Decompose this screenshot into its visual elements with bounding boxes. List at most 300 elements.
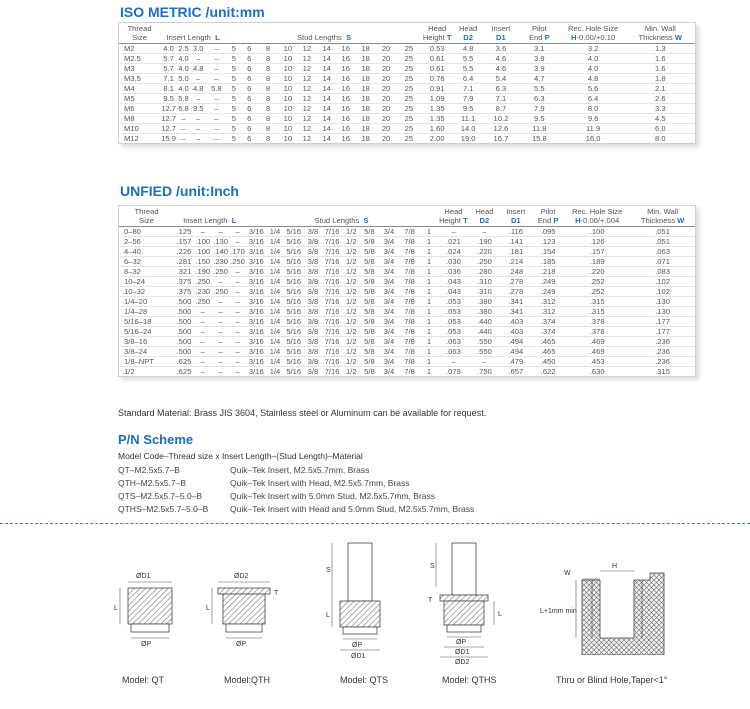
- table-cell: 8: [257, 104, 279, 114]
- table-cell: .378: [564, 317, 630, 327]
- table-cell: 20: [381, 134, 391, 143]
- table-cell: 18: [355, 114, 376, 124]
- table-cell: 3/8: [305, 327, 322, 337]
- pn-desc: Quik–Tek Insert with Head and 5.0mm Stud, M2.5x5.7mm, Brass: [230, 504, 475, 514]
- table-cell: 16: [337, 94, 356, 104]
- table-cell: 3.1: [518, 44, 561, 54]
- table-cell: 5/8: [360, 287, 380, 297]
- table-cell: .380: [469, 297, 499, 307]
- table-cell: 6.4: [452, 74, 483, 84]
- table-cell: 1/4: [267, 247, 283, 257]
- table-cell: 12: [297, 114, 317, 124]
- table-cell: 6: [247, 134, 252, 143]
- table-cell: .140: [213, 247, 228, 256]
- table-cell: 5: [231, 134, 236, 143]
- table-cell: 7/16: [321, 247, 343, 257]
- table-cell: .341: [500, 297, 532, 307]
- table-cell: 25: [396, 104, 422, 114]
- d2-label: ØD2: [234, 573, 249, 580]
- p-label: ØP: [456, 639, 467, 646]
- table-cell: .030: [438, 257, 470, 267]
- table-cell: –: [196, 134, 201, 143]
- table-cell: .250: [213, 287, 228, 296]
- table-cell: .170: [230, 247, 245, 256]
- table-cell: 14: [317, 74, 336, 84]
- pn-row: [118, 465, 369, 475]
- table-cell: 1: [420, 297, 437, 307]
- table-cell: –: [469, 227, 499, 237]
- table-cell: 4.0: [178, 64, 189, 73]
- thread-size-cell: 5/16–24: [119, 327, 174, 337]
- table-cell: –: [207, 104, 227, 114]
- insert-pilot: [131, 624, 169, 632]
- table-cell: 5/16: [283, 257, 305, 267]
- table-cell: 18: [355, 84, 376, 94]
- table-cell: .214: [500, 257, 532, 267]
- min-wall-header: Min. Wall Thickness W: [626, 23, 695, 44]
- model-qths-label: Model: QTHS: [442, 675, 497, 685]
- l-label: L: [206, 605, 210, 612]
- table-cell: .116: [500, 227, 532, 237]
- table-cell: 5: [226, 84, 241, 94]
- table-cell: .051: [630, 237, 695, 247]
- table-cell: 1: [420, 337, 437, 347]
- table-cell: .450: [532, 357, 564, 367]
- table-cell: 1/2: [343, 237, 360, 247]
- table-cell: 1.6: [626, 64, 695, 74]
- thread-size-cell: 6–32: [119, 257, 174, 267]
- stud: [348, 543, 372, 601]
- table-cell: 3/16: [245, 237, 267, 247]
- table-cell: 25: [404, 134, 414, 143]
- table-cell: .220: [564, 267, 630, 277]
- table-cell: –: [207, 54, 227, 64]
- table-cell: 3/8: [305, 277, 322, 287]
- table-cell: 10: [283, 134, 293, 143]
- table-cell: 25: [396, 84, 422, 94]
- p-label: ØP: [352, 642, 363, 649]
- table-cell: 3/16: [245, 227, 267, 237]
- l-min-label: L+1mm min: [540, 608, 577, 615]
- table-cell: –: [194, 337, 212, 347]
- table-cell: 14: [317, 54, 336, 64]
- thread-size-cell: 1/8–NPT: [119, 357, 174, 367]
- table-cell: 5/16: [286, 367, 302, 376]
- table-cell: 7/8: [399, 277, 420, 287]
- insert-length-header: Insert Length L: [174, 206, 245, 227]
- table-cell: .053: [438, 297, 470, 307]
- table-cell: 5.7: [160, 64, 177, 74]
- table-cell: 5: [226, 74, 241, 84]
- table-row: [119, 94, 695, 104]
- table-cell: .375: [174, 277, 194, 287]
- table-cell: 5: [226, 94, 241, 104]
- table-cell: 20: [376, 114, 395, 124]
- insert-d1-header: Insert D1: [500, 206, 532, 227]
- table-cell: .252: [564, 287, 630, 297]
- table-cell: 14: [317, 114, 336, 124]
- table-cell: 5/8: [360, 317, 380, 327]
- table-cell: 12: [297, 44, 317, 54]
- table-cell: .150: [195, 257, 211, 266]
- table-cell: .154: [532, 247, 564, 257]
- table-cell: 3/16: [245, 327, 267, 337]
- table-cell: 7/16: [321, 307, 343, 317]
- table-cell: 5/8: [360, 227, 380, 237]
- table-cell: 5/16: [283, 267, 305, 277]
- thread-size-cell: M3.5: [119, 74, 160, 84]
- table-cell: .126: [564, 237, 630, 247]
- hole-type-label: Thru or Blind Hole,Taper<1°: [556, 675, 668, 685]
- table-cell: 1/4: [267, 297, 283, 307]
- table-cell: 3/16: [245, 287, 267, 297]
- rec-hole-size-header: Rec. Hole Size H-0.00/+0.10: [561, 23, 626, 44]
- table-cell: 20: [376, 94, 395, 104]
- table-cell: 3.0: [190, 44, 207, 54]
- p-label: ØP: [236, 641, 247, 648]
- table-cell: 5/16: [283, 337, 305, 347]
- table-cell: 25: [396, 64, 422, 74]
- table-cell: 5.5: [452, 64, 483, 74]
- table-cell: 7/16: [321, 237, 343, 247]
- table-cell: 3/4: [379, 357, 399, 367]
- table-cell: 10: [279, 84, 297, 94]
- table-cell: .453: [564, 357, 630, 367]
- stud-lengths-header: Stud Lengths S: [226, 23, 422, 44]
- table-cell: .321: [174, 267, 194, 277]
- table-cell: 4.8: [561, 74, 626, 84]
- table-cell: 5/16: [283, 277, 305, 287]
- qts-diagram: [318, 535, 408, 670]
- table-cell: .440: [469, 317, 499, 327]
- table-cell: 3/16: [245, 297, 267, 307]
- table-cell: 7/16: [321, 277, 343, 287]
- table-cell: 1.35: [422, 114, 453, 124]
- table-cell: .500: [174, 347, 194, 357]
- table-cell: 5/16: [283, 347, 305, 357]
- table-cell: .250: [195, 297, 211, 306]
- iso-header-row: [119, 23, 695, 44]
- table-cell: .278: [500, 277, 532, 287]
- table-cell: 4.0: [178, 84, 189, 93]
- model-qt-label: Model: QT: [122, 675, 165, 685]
- table-cell: –: [181, 134, 186, 143]
- table-cell: .375: [174, 287, 194, 297]
- l-label: L: [114, 605, 118, 612]
- table-cell: 5: [226, 104, 241, 114]
- table-cell: .378: [564, 327, 630, 337]
- t-label: T: [428, 597, 433, 604]
- l-label: L: [498, 611, 502, 618]
- table-cell: .095: [532, 227, 564, 237]
- table-cell: 1: [420, 277, 437, 287]
- table-cell: 5/16: [283, 287, 305, 297]
- table-cell: .043: [438, 277, 470, 287]
- table-cell: .130: [630, 297, 695, 307]
- table-cell: .220: [469, 247, 499, 257]
- table-cell: 8.1: [160, 84, 177, 94]
- table-cell: 18: [355, 94, 376, 104]
- table-cell: 10: [279, 74, 297, 84]
- table-cell: 7/16: [321, 267, 343, 277]
- table-cell: .374: [532, 317, 564, 327]
- table-cell: .053: [438, 317, 470, 327]
- table-cell: 3/8: [305, 257, 322, 267]
- table-cell: 10: [279, 64, 297, 74]
- table-cell: 3/8: [305, 227, 322, 237]
- table-cell: 5/8: [360, 347, 380, 357]
- table-cell: 4.0: [178, 54, 189, 63]
- table-cell: –: [177, 124, 190, 134]
- table-cell: .380: [469, 307, 499, 317]
- thread-size-cell: 4–40: [119, 247, 174, 257]
- table-cell: 18: [355, 54, 376, 64]
- table-row: [119, 124, 695, 134]
- table-cell: –: [212, 307, 230, 317]
- table-cell: 3.2: [561, 44, 626, 54]
- table-cell: .469: [564, 347, 630, 357]
- table-cell: .310: [469, 277, 499, 287]
- head-height-header: Head Height T: [439, 207, 468, 225]
- table-cell: 3/4: [379, 257, 399, 267]
- table-cell: 16: [337, 74, 356, 84]
- table-row: [119, 104, 695, 114]
- table-cell: 3/16: [248, 367, 264, 376]
- table-cell: 3.9: [518, 64, 561, 74]
- table-cell: 14: [317, 124, 336, 134]
- table-cell: –: [230, 237, 246, 247]
- table-cell: 5/16: [283, 307, 305, 317]
- table-cell: .341: [500, 307, 532, 317]
- table-cell: .500: [174, 297, 194, 307]
- table-cell: 5/8: [360, 327, 380, 337]
- table-cell: .312: [532, 307, 564, 317]
- iso-spec-table: [119, 23, 695, 143]
- thread-size-cell: M4: [119, 84, 160, 94]
- insert-length-header: Insert Length L: [160, 23, 226, 44]
- table-row: [119, 74, 695, 84]
- table-cell: .248: [500, 267, 532, 277]
- d2-label: ØD2: [455, 659, 470, 666]
- pn-row: [118, 491, 435, 501]
- table-cell: .024: [438, 247, 470, 257]
- table-cell: 6.4: [561, 94, 626, 104]
- unf-table-frame: [118, 205, 696, 377]
- table-cell: 5: [226, 54, 241, 64]
- table-cell: 3/8: [305, 287, 322, 297]
- table-cell: .236: [630, 347, 695, 357]
- table-cell: 6: [242, 104, 257, 114]
- thread-size-cell: M12: [124, 134, 139, 143]
- table-cell: –: [212, 357, 230, 367]
- table-cell: 5/8: [360, 307, 380, 317]
- table-cell: 5/8: [360, 267, 380, 277]
- thread-size-cell: M8: [119, 114, 160, 124]
- table-cell: 3/4: [379, 347, 399, 357]
- table-cell: –: [230, 307, 246, 317]
- table-cell: 7/8: [399, 327, 420, 337]
- s-label: S: [326, 567, 331, 574]
- table-cell: 2.1: [626, 84, 695, 94]
- table-cell: 18: [361, 134, 370, 143]
- d1-label: ØD1: [455, 649, 470, 656]
- table-row: [119, 64, 695, 74]
- s-label: S: [430, 563, 435, 570]
- table-cell: 1/4: [267, 357, 283, 367]
- table-cell: .063: [438, 347, 470, 357]
- table-cell: 20: [376, 104, 395, 114]
- table-cell: 5: [226, 124, 241, 134]
- table-cell: –: [230, 327, 246, 337]
- iso-table-frame: [118, 22, 696, 144]
- table-cell: 8.0: [561, 104, 626, 114]
- table-cell: 7.1: [160, 74, 177, 84]
- pn-code: QTH–M2.5x5.7–B: [118, 478, 187, 488]
- table-cell: 1/2: [343, 257, 360, 267]
- table-cell: 10: [279, 124, 297, 134]
- table-cell: .465: [532, 347, 564, 357]
- table-row: [119, 134, 695, 144]
- table-cell: 8: [257, 44, 279, 54]
- table-row: [119, 367, 695, 377]
- table-cell: 14: [317, 104, 336, 114]
- table-cell: 25: [396, 94, 422, 104]
- table-cell: .315: [564, 307, 630, 317]
- table-cell: 15.8: [531, 134, 547, 143]
- table-cell: 2.5: [178, 44, 189, 53]
- table-cell: –: [230, 297, 246, 307]
- table-cell: 6.8: [178, 104, 189, 113]
- table-cell: 4.0: [561, 64, 626, 74]
- table-cell: 5: [226, 114, 241, 124]
- table-cell: 9.5: [518, 114, 561, 124]
- table-cell: –: [230, 267, 246, 277]
- table-cell: –: [194, 327, 212, 337]
- table-cell: 3/8: [305, 347, 322, 357]
- pn-desc: Quik–Tek Insert with 5.0mm Stud, M2.5x5.7mm, Brass: [230, 491, 436, 501]
- table-cell: 5/16: [283, 327, 305, 337]
- pn-code: QTS–M2.5x5.7–5.0–B: [118, 491, 203, 501]
- table-cell: .250: [469, 257, 499, 267]
- unf-section-title: UNFIED /unit:Inch: [120, 183, 239, 199]
- table-cell: 5/8: [360, 337, 380, 347]
- table-cell: –: [212, 327, 230, 337]
- table-cell: 1: [420, 357, 437, 367]
- pn-code: QTHS–M2.5x5.7–5.0–B: [118, 504, 209, 514]
- table-cell: .063: [630, 247, 695, 257]
- table-cell: 1/4: [267, 307, 283, 317]
- table-cell: .252: [564, 277, 630, 287]
- thread-size-cell: 3/8–24: [119, 347, 174, 357]
- table-row: [119, 347, 695, 357]
- table-cell: –: [194, 347, 212, 357]
- table-cell: 5/16: [283, 357, 305, 367]
- table-cell: –: [212, 227, 230, 237]
- table-cell: .374: [532, 327, 564, 337]
- table-cell: 1.6: [626, 54, 695, 64]
- table-cell: .100: [195, 247, 211, 256]
- table-cell: –: [230, 317, 246, 327]
- table-cell: 5/8: [360, 257, 380, 267]
- iso-table-body: [119, 44, 695, 144]
- table-cell: .130: [213, 237, 228, 246]
- table-cell: 5.5: [518, 84, 561, 94]
- insert-head: [440, 595, 488, 601]
- table-cell: 1/4: [267, 277, 283, 287]
- table-cell: –: [212, 277, 230, 287]
- table-cell: 1/2: [343, 337, 360, 347]
- table-cell: 5/8: [360, 277, 380, 287]
- table-cell: 10: [279, 94, 297, 104]
- table-cell: 1/4: [269, 367, 281, 376]
- table-cell: 1/2: [343, 277, 360, 287]
- table-cell: 7.1: [452, 84, 483, 94]
- table-cell: 20: [376, 64, 395, 74]
- table-cell: .249: [532, 277, 564, 287]
- table-cell: 6: [242, 124, 257, 134]
- insert-head: [218, 588, 270, 594]
- section-divider: [0, 523, 750, 524]
- table-cell: .500: [174, 337, 194, 347]
- table-cell: .465: [532, 337, 564, 347]
- table-cell: 16: [337, 124, 356, 134]
- table-cell: .181: [500, 247, 532, 257]
- table-cell: 1: [420, 267, 437, 277]
- table-row: [119, 287, 695, 297]
- table-cell: 8.7: [484, 104, 518, 114]
- table-cell: –: [207, 64, 227, 74]
- table-cell: 25: [396, 44, 422, 54]
- qth-diagram: [204, 535, 294, 655]
- table-cell: 16: [337, 44, 356, 54]
- table-row: [119, 327, 695, 337]
- table-cell: –: [194, 317, 212, 327]
- table-cell: 7/16: [321, 347, 343, 357]
- table-cell: 5.7: [160, 54, 177, 64]
- table-cell: 6: [242, 84, 257, 94]
- table-cell: 1/4: [267, 257, 283, 267]
- table-cell: 14: [317, 44, 336, 54]
- table-cell: 7/16: [321, 287, 343, 297]
- thread-size-cell: 1/2: [124, 367, 135, 376]
- table-cell: 7/16: [321, 227, 343, 237]
- table-cell: .100: [195, 237, 211, 246]
- table-cell: 0.61: [422, 54, 453, 64]
- table-cell: .053: [438, 327, 470, 337]
- table-cell: 4.6: [484, 54, 518, 64]
- table-cell: .403: [500, 317, 532, 327]
- table-cell: 1: [420, 287, 437, 297]
- table-cell: 3/8: [305, 307, 322, 317]
- table-cell: .053: [438, 307, 470, 317]
- table-cell: 7/8: [399, 297, 420, 307]
- table-cell: 1: [420, 247, 437, 257]
- table-cell: .750: [477, 367, 492, 376]
- table-cell: 8: [257, 74, 279, 84]
- table-cell: .250: [230, 257, 245, 266]
- thread-size-header: Thread Size: [119, 23, 160, 44]
- table-cell: 12: [297, 84, 317, 94]
- table-row: [119, 357, 695, 367]
- table-cell: 1/2: [343, 347, 360, 357]
- table-cell: .190: [195, 267, 211, 276]
- table-cell: 1/2: [345, 367, 357, 376]
- thread-size-header: Thread Size: [119, 206, 174, 227]
- pn-row: [118, 478, 410, 488]
- table-cell: 8: [257, 94, 279, 104]
- table-cell: 12: [297, 54, 317, 64]
- table-row: [119, 257, 695, 267]
